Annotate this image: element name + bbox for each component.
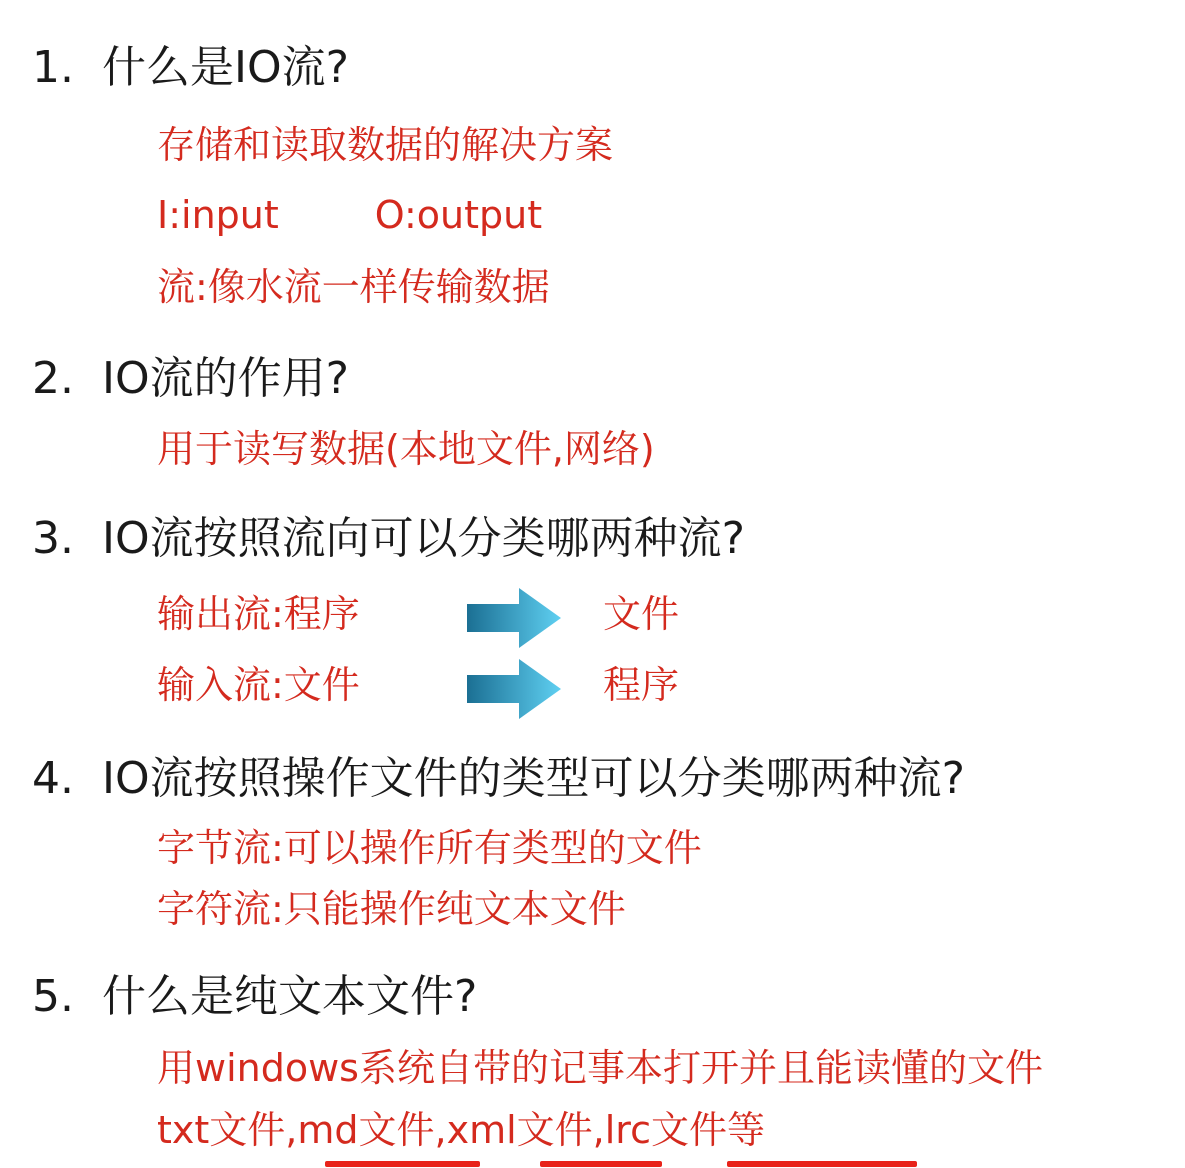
input-stream-target: 程序	[603, 663, 680, 707]
answer-1-line-3: 流:像水流一样传输数据	[157, 265, 550, 309]
underline-mark	[540, 1161, 662, 1167]
question-text: IO流按照流向可以分类哪两种流?	[102, 513, 745, 564]
answer-4-line-2: 字符流:只能操作纯文本文件	[157, 887, 626, 931]
question-text: 什么是IO流?	[102, 42, 349, 93]
question-number: 5.	[32, 971, 74, 1022]
question-number: 1.	[32, 42, 74, 93]
answer-1-line-1: 存储和读取数据的解决方案	[157, 123, 614, 167]
question-4	[32, 753, 965, 804]
answer-4-line-1: 字节流:可以操作所有类型的文件	[157, 826, 702, 870]
answer-1-line-2	[157, 193, 543, 237]
question-2	[32, 353, 349, 404]
answer-2-line-1: 用于读写数据(本地文件,网络)	[157, 427, 655, 471]
input-definition: I:input	[157, 193, 279, 237]
underline-mark	[727, 1161, 917, 1167]
question-text: IO流按照操作文件的类型可以分类哪两种流?	[102, 753, 965, 804]
underline-mark	[325, 1161, 480, 1167]
answer-5-line-1: 用windows系统自带的记事本打开并且能读懂的文件	[157, 1046, 1043, 1090]
output-stream-label: 输出流:程序	[157, 592, 360, 636]
question-5	[32, 971, 478, 1022]
question-number: 3.	[32, 513, 74, 564]
right-arrow-icon	[467, 588, 561, 652]
question-text: 什么是纯文本文件?	[102, 971, 478, 1022]
question-3	[32, 513, 745, 564]
output-definition: O:output	[374, 193, 543, 237]
question-text: IO流的作用?	[102, 353, 349, 404]
right-arrow-icon	[467, 659, 561, 723]
answer-5-line-2: txt文件,md文件,xml文件,lrc文件等	[157, 1108, 765, 1152]
question-number: 4.	[32, 753, 74, 804]
output-stream-target: 文件	[603, 592, 680, 636]
question-number: 2.	[32, 353, 74, 404]
question-1	[32, 42, 349, 93]
input-stream-label: 输入流:文件	[157, 663, 360, 707]
